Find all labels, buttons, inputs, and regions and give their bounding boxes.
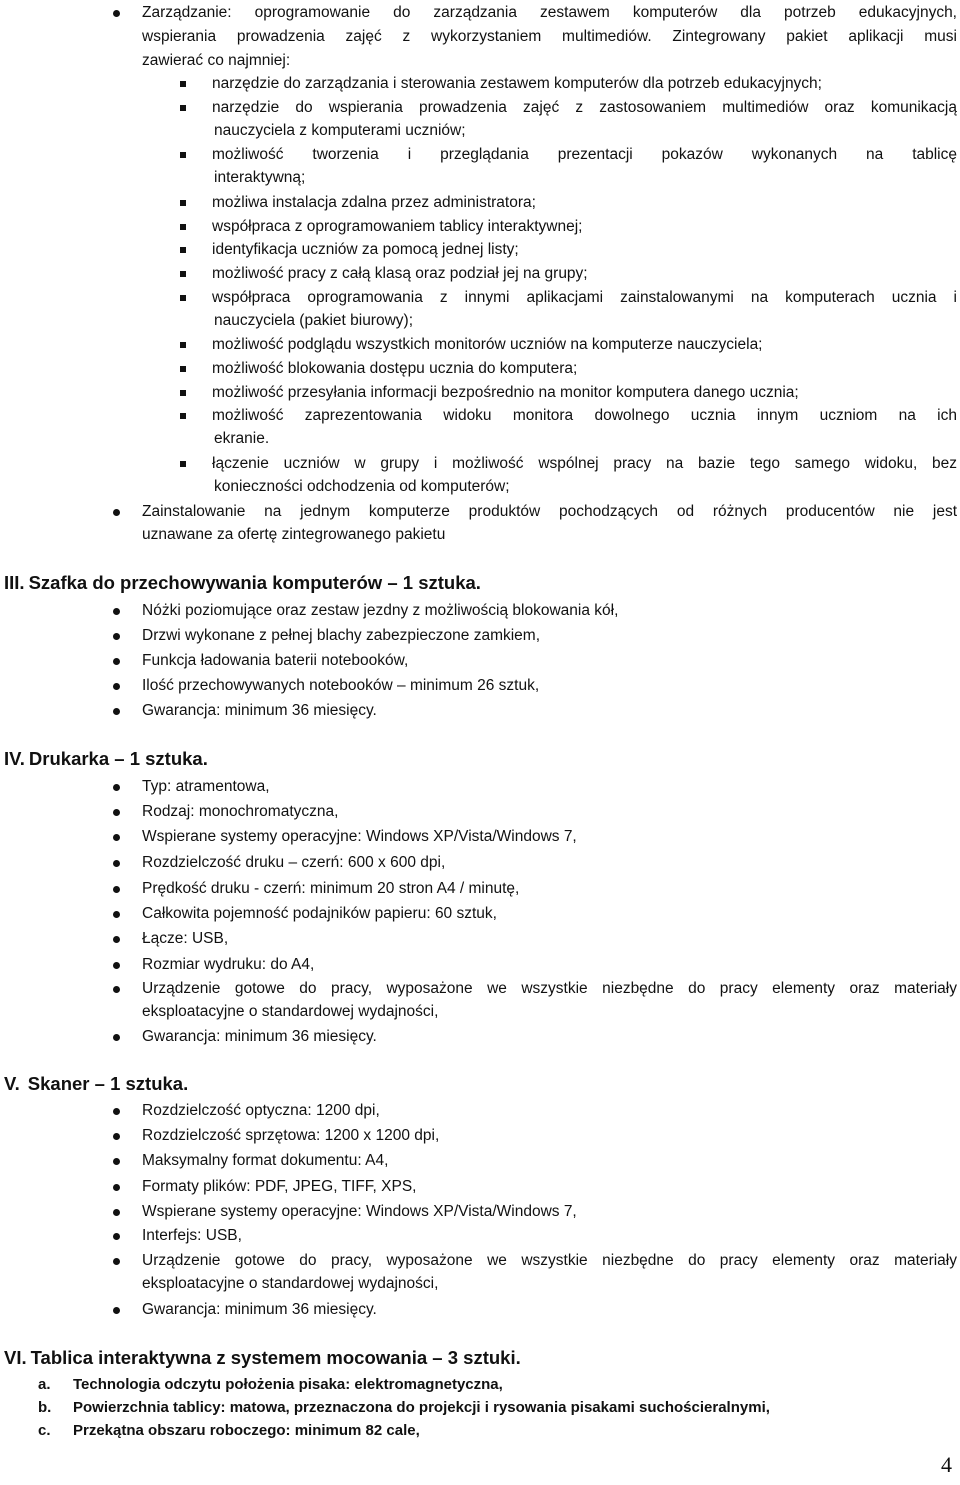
zainstalowanie-line-1: Zainstalowanie na jednym komputerze produktów pochodzących od różnych producentów nie jest <box>142 503 957 520</box>
subitem: możliwość zaprezentowania widoku monitora dowolnego ucznia innym uczniom na ich <box>212 407 957 424</box>
section-dash: – <box>387 572 398 593</box>
bullet <box>113 809 120 816</box>
bullet <box>113 986 120 993</box>
zainstalowanie-line-2: uznawane za ofertę zintegrowanego pakietu <box>142 526 446 543</box>
bullet <box>113 886 120 893</box>
section-number: VI. <box>4 1347 27 1368</box>
bullet <box>113 860 120 867</box>
bullet <box>113 962 120 969</box>
bullet <box>113 1307 120 1314</box>
subitem: łączenie uczniów w grupy i możliwość wspólnej pracy na bazie tego samego widoku, bez <box>212 455 957 472</box>
subitem: możliwość przesyłania informacji bezpośrednio na monitor komputera danego ucznia; <box>212 384 799 401</box>
list-item: Rodzaj: monochromatyczna, <box>142 803 339 820</box>
list-item: Ilość przechowywanych notebooków – minimum 26 sztuk, <box>142 677 540 694</box>
zarzadzanie-line-1: Zarządzanie: oprogramowanie do zarządzania zestawem komputerów dla potrzeb edukacyjnych, <box>142 4 957 21</box>
subitem: współpraca oprogramowania z innymi aplikacjami zainstalowanymi na komputerach ucznia i <box>212 289 957 306</box>
subitem: narzędzie do wspierania prowadzenia zajęć z zastosowaniem multimediów oraz komunikacją <box>212 99 957 116</box>
section-quantity: 3 sztuki. <box>447 1347 521 1368</box>
section-number: IV. <box>4 748 25 769</box>
bullet <box>113 658 120 665</box>
list-item: Gwarancja: minimum 36 miesięcy. <box>142 1028 377 1045</box>
lettered-item: Powierzchnia tablicy: matowa, przeznaczona do projekcji i rysowania pisakami suchościeralnymi, <box>73 1399 770 1416</box>
bullet <box>113 834 120 841</box>
lettered-item-marker: c. <box>38 1422 51 1439</box>
list-item: Prędkość druku - czerń: minimum 20 stron A4 / minutę, <box>142 880 520 897</box>
square-bullet <box>180 413 186 419</box>
square-bullet <box>180 461 186 467</box>
list-item: Interfejs: USB, <box>142 1227 242 1244</box>
square-bullet <box>180 295 186 301</box>
zarzadzanie-line-3: zawierać co najmniej: <box>142 52 291 69</box>
subitem: możliwość tworzenia i przeglądania prezentacji pokazów wykonanych na tablicę <box>212 146 957 163</box>
section-heading <box>4 1347 521 1369</box>
bullet <box>113 1184 120 1191</box>
section-quantity: 1 sztuka. <box>129 748 208 769</box>
subitem: narzędzie do zarządzania i sterowania zestawem komputerów dla potrzeb edukacyjnych; <box>212 75 822 92</box>
bullet <box>113 633 120 640</box>
subitem-cont: ekranie. <box>214 430 270 447</box>
bullet <box>113 784 120 791</box>
lettered-item-marker: a. <box>38 1376 51 1393</box>
section-title: Tablica interaktywna z systemem mocowania <box>30 1347 428 1368</box>
subitem: identyfikacja uczniów za pomocą jednej listy; <box>212 241 519 258</box>
zarzadzanie-line-2: wspierania prowadzenia zajęć z wykorzystaniem multimediów. Zintegrowany pakiet aplikacji musi <box>142 28 957 45</box>
list-item: Funkcja ładowania baterii notebooków, <box>142 652 409 669</box>
bullet <box>113 936 120 943</box>
square-bullet <box>180 81 186 87</box>
subitem: możliwość blokowania dostępu ucznia do komputera; <box>212 360 578 377</box>
list-item-cont: eksploatacyjne o standardowej wydajności, <box>142 1003 439 1020</box>
bullet <box>113 1258 120 1265</box>
subitem-cont: nauczyciela (pakiet biurowy); <box>214 312 414 329</box>
square-bullet <box>180 247 186 253</box>
list-item: Typ: atramentowa, <box>142 778 270 795</box>
list-item: Gwarancja: minimum 36 miesięcy. <box>142 702 377 719</box>
subitem-cont: interaktywną; <box>214 169 306 186</box>
bullet <box>113 708 120 715</box>
list-item: Rozdzielczość optyczna: 1200 dpi, <box>142 1102 380 1119</box>
bullet <box>113 608 120 615</box>
section-title: Drukarka <box>28 748 110 769</box>
bullet <box>113 683 120 690</box>
section-title: Skaner <box>27 1073 90 1094</box>
section-dash: – <box>94 1073 105 1094</box>
section-heading <box>4 748 208 770</box>
bullet <box>113 1158 120 1165</box>
list-item: Maksymalny format dokumentu: A4, <box>142 1152 389 1169</box>
square-bullet <box>180 200 186 206</box>
list-item: Wspierane systemy operacyjne: Windows XP/Vista/Windows 7, <box>142 1203 577 1220</box>
subitem: możliwa instalacja zdalna przez administratora; <box>212 194 536 211</box>
list-item: Rozmiar wydruku: do A4, <box>142 956 315 973</box>
section-quantity: 1 sztuka. <box>402 572 481 593</box>
square-bullet <box>180 224 186 230</box>
square-bullet <box>180 390 186 396</box>
list-item: Rozdzielczość druku – czerń: 600 x 600 dpi, <box>142 854 446 871</box>
subitem-cont: nauczyciela z komputerami uczniów; <box>214 122 466 139</box>
list-item: Wspierane systemy operacyjne: Windows XP/Vista/Windows 7, <box>142 828 577 845</box>
page-number: 4 <box>941 1452 952 1477</box>
subitem-cont: konieczności odchodzenia od komputerów; <box>214 478 510 495</box>
list-item: Gwarancja: minimum 36 miesięcy. <box>142 1301 377 1318</box>
list-item: Formaty plików: PDF, JPEG, TIFF, XPS, <box>142 1178 417 1195</box>
bullet <box>113 1108 120 1115</box>
list-item: Urządzenie gotowe do pracy, wyposażone we wszystkie niezbędne do pracy elementy oraz materiały <box>142 1252 957 1269</box>
subitem: możliwość podglądu wszystkich monitorów uczniów na komputerze nauczyciela; <box>212 336 763 353</box>
list-item: Drzwi wykonane z pełnej blachy zabezpieczone zamkiem, <box>142 627 541 644</box>
lettered-item: Przekątna obszaru roboczego: minimum 82 cale, <box>73 1422 420 1439</box>
bullet <box>113 1133 120 1140</box>
section-number: III. <box>4 572 25 593</box>
list-item: Rozdzielczość sprzętowa: 1200 x 1200 dpi, <box>142 1127 440 1144</box>
section-dash: – <box>432 1347 443 1368</box>
lettered-item-marker: b. <box>38 1399 52 1416</box>
list-item: Nóżki poziomujące oraz zestaw jezdny z możliwością blokowania kół, <box>142 602 619 619</box>
lettered-item: Technologia odczytu położenia pisaka: elektromagnetyczna, <box>73 1376 503 1393</box>
square-bullet <box>180 342 186 348</box>
list-item: Urządzenie gotowe do pracy, wyposażone we wszystkie niezbędne do pracy elementy oraz materiały <box>142 980 957 997</box>
section-heading <box>4 572 481 594</box>
list-item-cont: eksploatacyjne o standardowej wydajności, <box>142 1275 439 1292</box>
section-number: V. <box>4 1073 20 1094</box>
square-bullet <box>180 271 186 277</box>
subitem: możliwość pracy z całą klasą oraz podział jej na grupy; <box>212 265 588 282</box>
list-item: Całkowita pojemność podajników papieru: 60 sztuk, <box>142 905 497 922</box>
section-quantity: 1 sztuka. <box>110 1073 189 1094</box>
bullet <box>113 911 120 918</box>
bullet <box>113 1034 120 1041</box>
section-title: Szafka do przechowywania komputerów <box>28 572 383 593</box>
list-item: Łącze: USB, <box>142 930 229 947</box>
square-bullet <box>180 366 186 372</box>
square-bullet <box>180 152 186 158</box>
bullet <box>113 509 120 516</box>
section-dash: – <box>114 748 125 769</box>
bullet <box>113 10 120 17</box>
square-bullet <box>180 105 186 111</box>
section-heading <box>4 1073 188 1095</box>
bullet <box>113 1233 120 1240</box>
subitem: współpraca z oprogramowaniem tablicy interaktywnej; <box>212 218 583 235</box>
bullet <box>113 1209 120 1216</box>
